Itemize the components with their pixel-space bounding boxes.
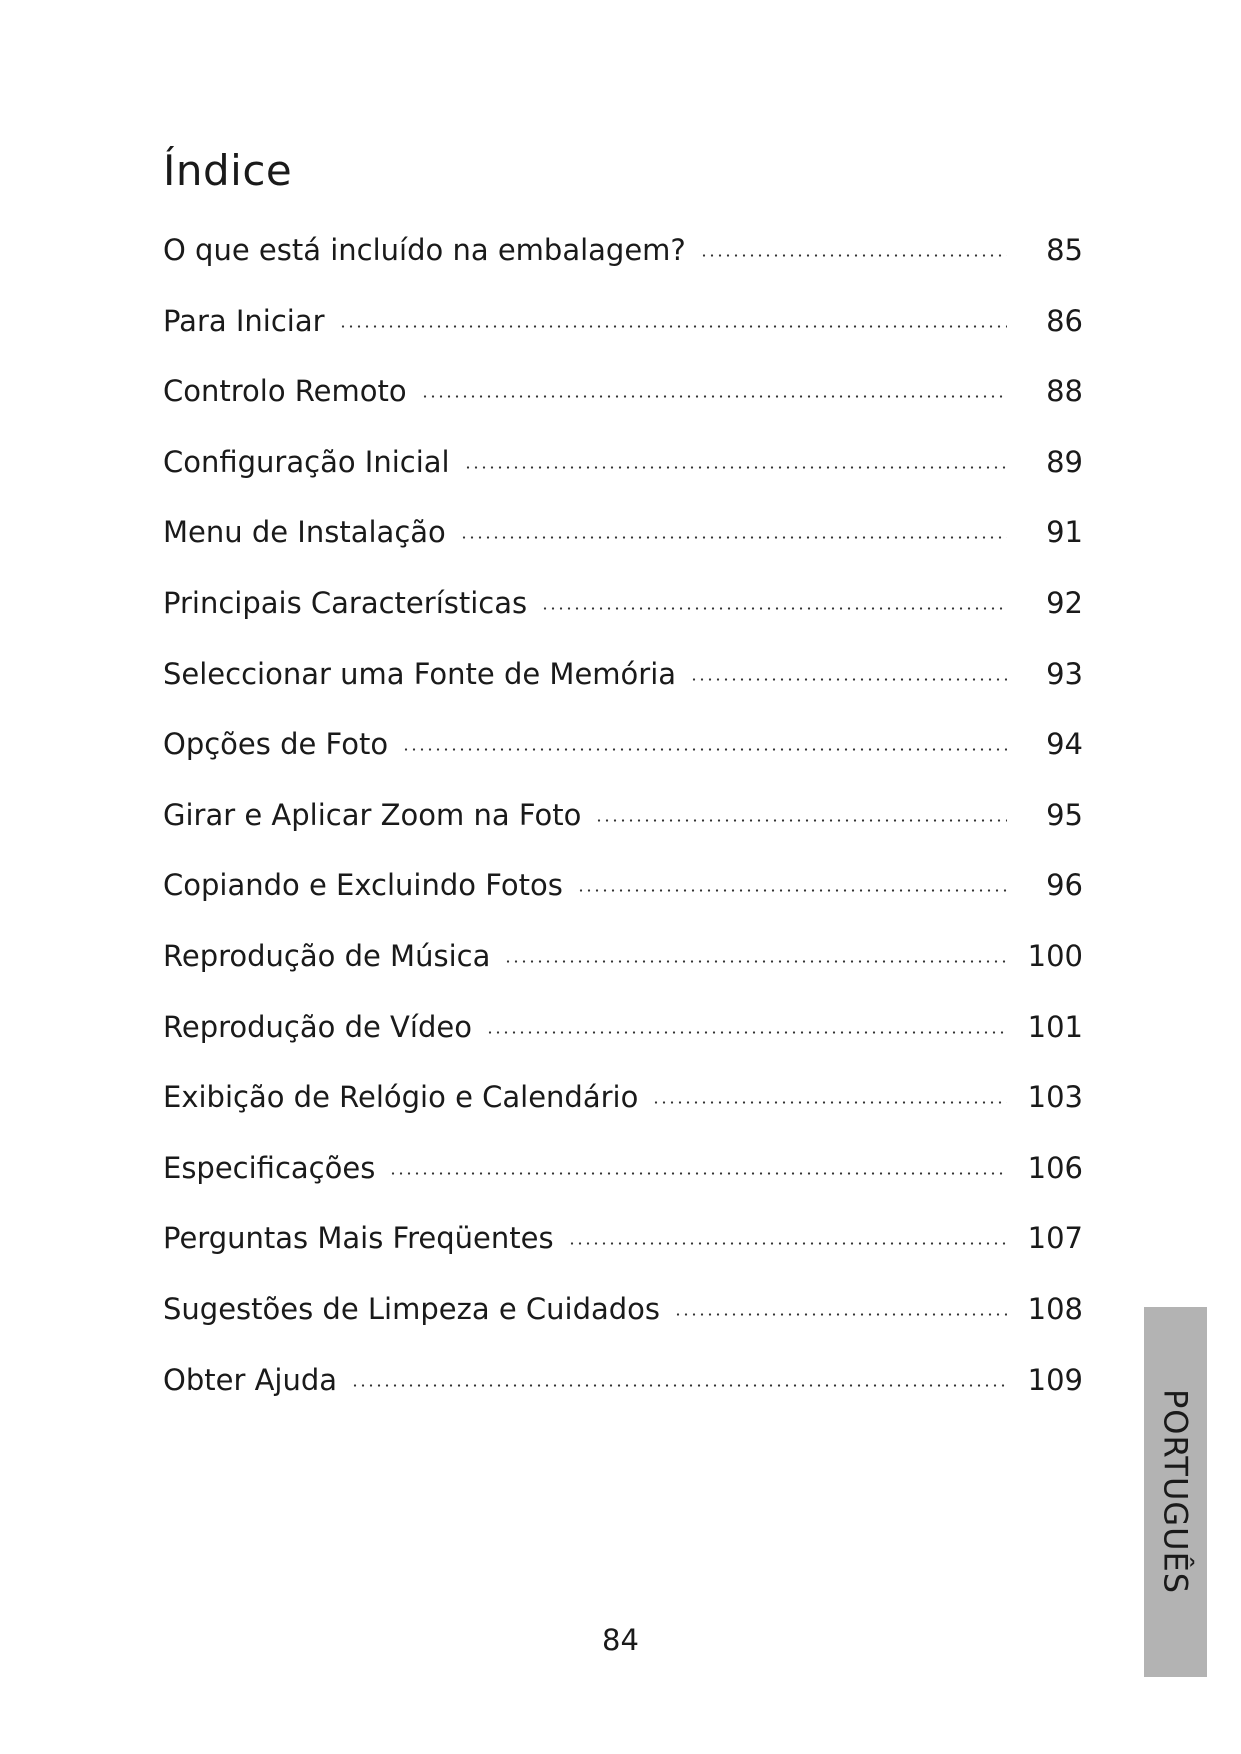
toc-entry-page: 85 [1046,233,1083,267]
toc-entry-label: Sugestões de Limpeza e Cuidados [163,1291,661,1326]
toc-entry[interactable] [163,1150,1083,1221]
toc-entry-label: Exibição de Relógio e Calendário [163,1080,639,1115]
dot-leader [504,960,1007,963]
toc-entry[interactable] [163,1362,1083,1433]
toc-entry-label: Controlo Remoto [163,374,407,409]
toc-entry[interactable] [163,1291,1083,1362]
toc-entry-label: Girar e Aplicar Zoom na Foto [163,797,582,832]
toc-entry-label: Para Iniciar [163,303,325,338]
page-number: 84 [602,1623,639,1657]
toc-entry-page: 106 [1027,1150,1083,1185]
toc-entry-label: Copiando e Excluindo Fotos [163,868,563,903]
language-tab [1144,1307,1207,1677]
toc-entry-label: Perguntas Mais Freqüentes [163,1221,554,1256]
toc-entry-page: 107 [1027,1221,1083,1256]
dot-leader [460,536,1007,539]
language-tab-label: PORTUGUÊS [1156,1389,1195,1595]
toc-entry-label: Reprodução de Música [163,938,491,973]
dot-leader [464,466,1007,469]
toc-entry-page: 100 [1027,938,1083,973]
toc-entry-page: 95 [1046,797,1083,832]
toc-entry[interactable] [163,514,1083,585]
toc-entry[interactable] [163,797,1083,868]
dot-leader [652,1101,1007,1104]
toc-entry-page: 103 [1027,1080,1083,1115]
toc-entry[interactable] [163,303,1083,374]
toc-entry-label: Reprodução de Vídeo [163,1009,472,1044]
toc-entry-label: Opções de Foto [163,727,389,762]
table-of-contents [163,232,1083,1432]
toc-entry[interactable] [163,726,1083,797]
dot-leader [577,889,1007,892]
toc-entry-label: Especificações [163,1150,376,1185]
toc-entry-page: 88 [1046,374,1083,409]
toc-entry-label: Seleccionar uma Fonte de Memória [163,656,677,691]
toc-entry-label: Configuração Inicial [163,444,450,479]
toc-entry[interactable] [163,585,1083,656]
toc-entry-label: Menu de Instalação [163,515,446,550]
toc-entry-page: 91 [1046,515,1083,550]
toc-entry[interactable] [163,1220,1083,1291]
toc-entry-page: 101 [1027,1009,1083,1044]
toc-entry[interactable] [163,373,1083,444]
toc-entry-page: 92 [1046,585,1083,620]
dot-leader [674,1313,1007,1316]
toc-entry[interactable] [163,938,1083,1009]
toc-entry[interactable] [163,444,1083,515]
toc-entry-label: Principais Características [163,585,528,620]
page-title: Índice [163,146,293,195]
toc-entry-page: 93 [1046,656,1083,691]
dot-leader [568,1242,1007,1245]
toc-entry-page: 109 [1027,1362,1083,1397]
dot-leader [486,1031,1007,1034]
toc-entry-page: 86 [1046,303,1083,338]
toc-entry-page: 94 [1046,727,1083,762]
dot-leader [541,607,1007,610]
dot-leader [402,748,1007,751]
toc-entry-label: Obter Ajuda [163,1362,338,1397]
toc-entry[interactable] [163,232,1083,303]
dot-leader [339,325,1007,328]
toc-entry[interactable] [163,1009,1083,1080]
dot-leader [351,1384,1007,1387]
dot-leader [690,678,1007,681]
toc-entry[interactable] [163,656,1083,727]
toc-entry[interactable] [163,867,1083,938]
toc-entry-page: 108 [1027,1291,1083,1326]
dot-leader [421,395,1007,398]
toc-entry[interactable] [163,1079,1083,1150]
dot-leader [700,254,1007,257]
toc-entry-page: 96 [1046,868,1083,903]
toc-entry-label: O que está incluído na embalagem? [163,233,686,267]
toc-entry-page: 89 [1046,444,1083,479]
dot-leader [595,819,1007,822]
dot-leader [389,1172,1007,1175]
